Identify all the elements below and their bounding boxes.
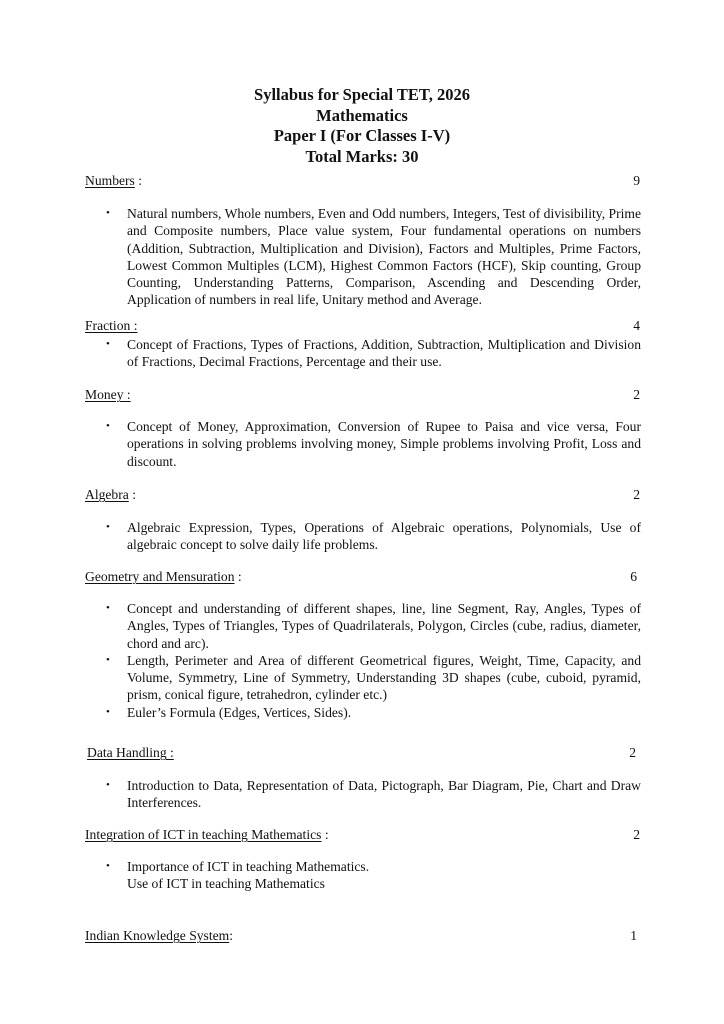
section-heading: Geometry and Mensuration [85,569,235,584]
section-marks: 6 [630,569,637,584]
section-geometry-topics [85,600,641,721]
bullet-icon: • [106,207,110,219]
section-heading: Integration of ICT in teaching Mathematics [85,827,322,842]
section-money-topics [85,418,641,470]
section-data-handling-topics [85,777,641,812]
total-marks: Total Marks: 30 [305,146,419,166]
section-fraction-topics [85,336,641,371]
section-money [85,386,641,403]
topic-item: • Concept and understanding of different shapes, line, line Segment, Ray, Angles, Types of Angles, Types of Triangles, Types of Quadrilaterals, Polygon, Circles (cube, radius, diameter, chord and arc). [106,601,641,651]
bullet-icon: • [106,779,110,791]
bullet-icon: • [106,521,110,533]
section-fraction [85,317,641,334]
section-marks: 1 [630,928,637,943]
section-indian-knowledge-system: Indian Knowledge System: 1 [85,927,641,944]
section-marks: 9 [633,173,640,188]
bullet-icon: • [106,653,110,666]
paper-title: Paper I (For Classes I-V) [273,126,451,145]
section-marks: 4 [633,318,640,333]
section-ict-topics [85,858,641,893]
topic-item: • Concept of Fractions, Types of Fractions, Addition, Subtraction, Multiplication and Division of Fractions, Decimal Fractions, Percentage and their use. [106,337,641,370]
title-line: Syllabus for Special TET, 2026 [254,85,470,104]
topic-item: • Importance of ICT in teaching Mathematics. [106,859,370,874]
subject-title: Mathematics [316,105,408,125]
section-algebra-topics [85,519,641,554]
bullet-icon: • [106,602,110,614]
section-data-handling [87,744,637,761]
section-heading: Money : [85,387,131,402]
section-numbers: Numbers : 9 [85,173,640,188]
section-ict: Integration of ICT in teaching Mathematics : 2 [85,827,640,842]
section-heading: Indian Knowledge System [85,928,230,943]
section-heading: Data Handling : [87,745,174,760]
topic-continuation: Use of ICT in teaching Mathematics [127,876,325,892]
section-heading: Fraction : [85,318,138,333]
section-heading: Numbers [85,173,135,188]
section-marks: 2 [633,487,640,502]
section-algebra: Algebra : 2 [85,487,640,502]
section-marks: 2 [633,827,640,842]
document-title [0,85,724,167]
bullet-icon: • [106,860,110,872]
topic-item: • Introduction to Data, Representation of Data, Pictograph, Bar Diagram, Pie, Chart and Draw Interferences. [106,778,641,811]
section-numbers-topics [85,205,641,309]
topic-item: • Length, Perimeter and Area of different Geometrical figures, Weight, Time, Capacity, and Volume, Symmetry, Line of Symmetry, Understanding 3D shapes (cube, cuboid, pyramid, prism, conical figure, tetrahedron, cylinder etc.) [106,652,641,703]
section-geometry: Geometry and Mensuration : 6 [85,568,641,585]
topic-item: • Algebraic Expression, Types, Operations of Algebraic operations, Polynomials, Use of algebraic concept to solve daily life problems. [106,520,641,553]
section-marks: 2 [629,745,636,760]
bullet-icon: • [106,338,110,350]
section-heading: Algebra [85,487,129,502]
topic-item: • Concept of Money, Approximation, Conversion of Rupee to Paisa and vice versa, Four operations in solving problems involving money, Simple problems involving Profit, Loss and discount. [106,419,641,469]
topic-item: • Natural numbers, Whole numbers, Even and Odd numbers, Integers, Test of divisibility, Prime and Composite numbers, Place value system, Four fundamental operations on numbers (Addition, Subtraction, Multiplication and Division), Factors and Multiples, Prime Factors, Lowest Common Multiples (LCM), Highest Common Factors (HCF), Skip counting, Group Counting, Understanding Patterns, Comparison, Ascending and Descending Order, Application of numbers in real life, Unitary method and Average. [106,206,641,308]
section-marks: 2 [633,387,640,402]
bullet-icon: • [106,420,110,432]
topic-item: • Euler’s Formula (Edges, Vertices, Sides). [106,704,352,720]
bullet-icon: • [106,705,110,718]
